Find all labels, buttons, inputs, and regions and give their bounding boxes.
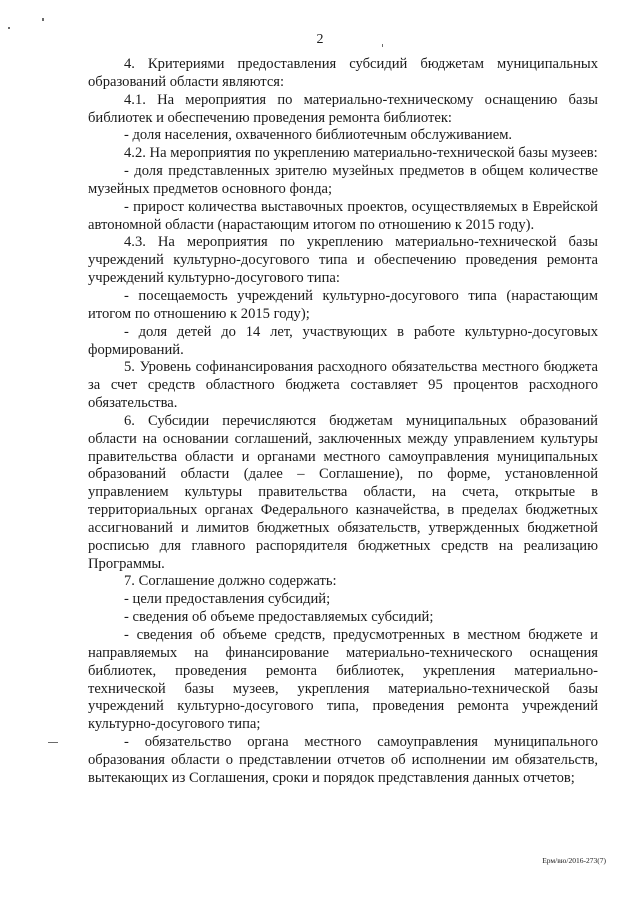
paragraph-4-2-item-2: - прирост количества выставочных проектов, осуществляемых в Еврейской автономной области (нарастающим итогом по отношению к 2015 году). — [88, 198, 598, 233]
paragraph-7-item-1: - цели предоставления субсидий; — [124, 591, 331, 608]
scan-speck — [382, 44, 383, 47]
paragraph-7: 7. Соглашение должно содержать: — [124, 573, 337, 590]
paragraph-4-3-item-2: - доля детей до 14 лет, участвующих в работе культурно-досуговых формирований. — [88, 323, 598, 358]
paragraph-6: 6. Субсидии перечисляются бюджетам муниципальных образований области на основании соглашений, заключенных между управлением культуры правительства области и органами местного самоуправления муниципальных образований области (далее – Соглашение), по форме, установленной управлением культуры правительства области, на счета, открытые в территориальных органах Федерального казначейства, в пределах бюджетных ассигнований и лимитов бюджетных обязательств, утвержденных бюджетной росписью для главного распорядителя бюджетных средств на реализацию Программы. — [88, 412, 598, 572]
footer-document-code: Ерм/вю/2016-273(7) — [542, 856, 606, 865]
scan-speck — [48, 742, 58, 743]
document-body — [88, 56, 598, 788]
paragraph-7-item-3: - сведения об объеме средств, предусмотренных в местном бюджете и направляемых на финансирование материально-технического оснащения библиотек, проведения ремонта библиотек, укрепления материально-технической базы музеев, укрепления материально-технической базы учреждений культурно-досугового типа, проведения ремонта учреждений культурно-досугового типа; — [88, 627, 598, 733]
paragraph-4-2-item-1: - доля представленных зрителю музейных предметов в общем количестве музейных предметов основного фонда; — [88, 163, 598, 197]
paragraph-criteria-intro: 4. Критериями предоставления субсидий бюджетам муниципальных образований области являются: — [88, 56, 598, 90]
paragraph-4-2: 4.2. На мероприятия по укреплению материально-технической базы музеев: — [124, 145, 598, 162]
paragraph-7-item-4: - обязательство органа местного самоуправления муниципального образования области о представлении отчетов об исполнении им обязательств, вытекающих из Соглашения, сроки и порядок представления данных отчетов; — [88, 734, 598, 786]
paragraph-7-item-2: - сведения об объеме предоставляемых субсидий; — [124, 609, 434, 626]
paragraph-4-3: 4.3. На мероприятия по укреплению материально-технической базы учреждений культурно-досугового типа и обеспечению проведения ремонта учреждений культурно-досугового типа: — [88, 234, 598, 287]
paragraph-4-1-item: - доля населения, охваченного библиотечным обслуживанием. — [124, 127, 513, 144]
page-number: 2 — [316, 32, 324, 47]
paragraph-4-1: 4.1. На мероприятия по материально-техническому оснащению базы библиотек и обеспечению проведения ремонта библиотек: — [88, 91, 598, 126]
scan-speck — [42, 18, 44, 21]
paragraph-4-3-item-1: - посещаемость учреждений культурно-досугового типа (нарастающим итогом по отношению к 2015 году); — [88, 287, 598, 322]
paragraph-5: 5. Уровень софинансирования расходного обязательства местного бюджета за счет средств областного бюджета составляет 95 процентов расходного обязательства. — [88, 359, 598, 412]
scan-speck — [8, 27, 10, 29]
